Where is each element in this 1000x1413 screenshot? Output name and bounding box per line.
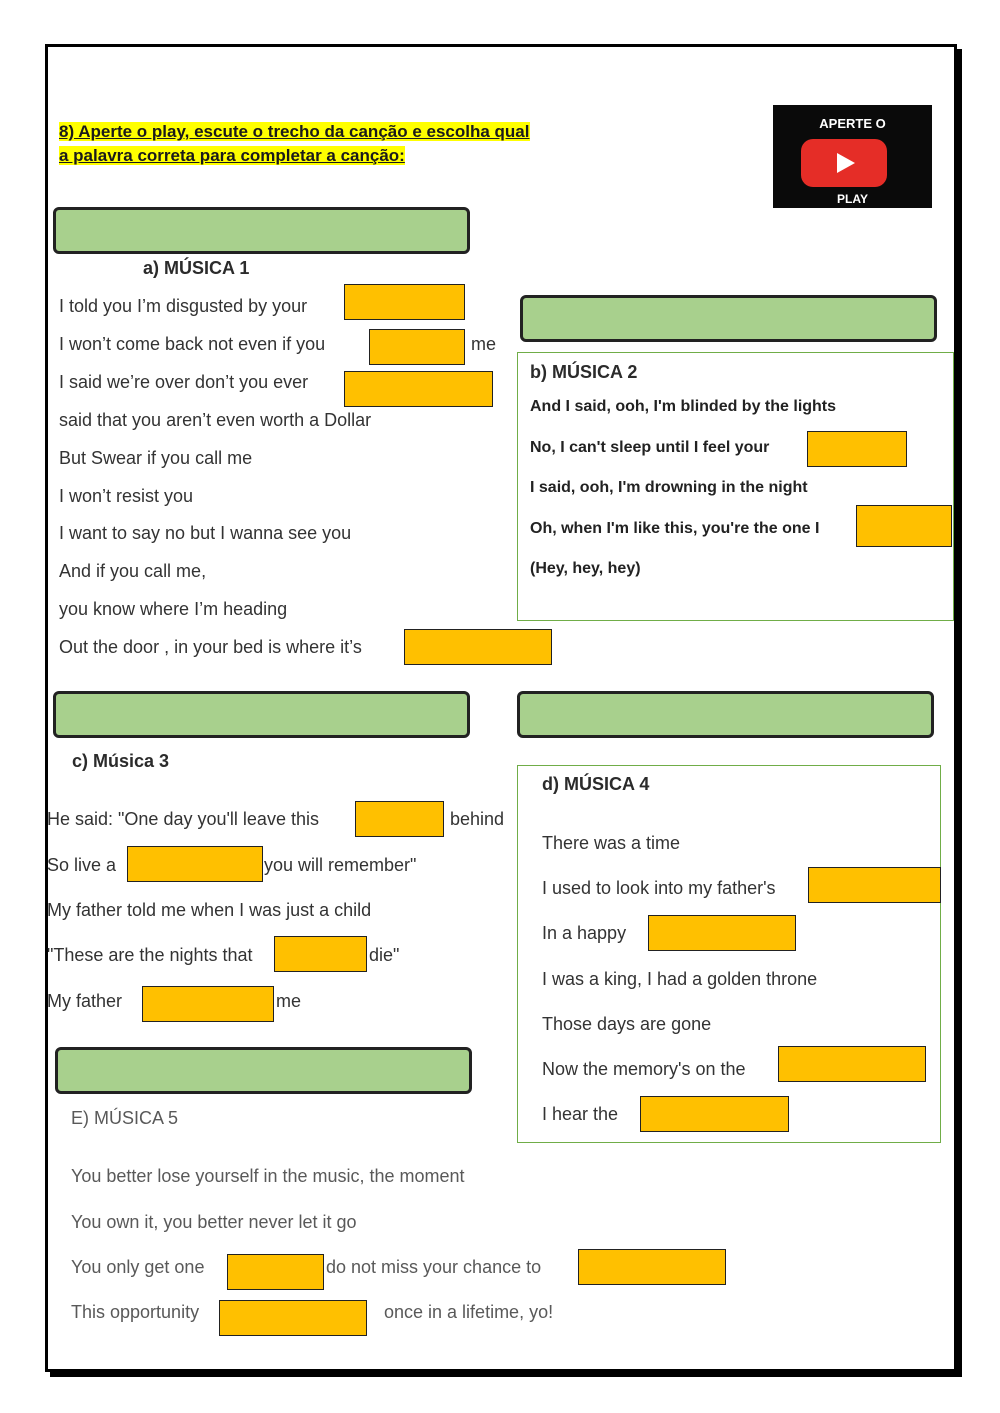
musica-1-line: me	[471, 334, 497, 354]
musica-1-line: you know where I’m heading	[59, 599, 288, 619]
blank-m4-4[interactable]	[640, 1096, 789, 1132]
musica-3-line: My father told me when I was just a child	[47, 900, 372, 920]
blank-m3-1[interactable]	[355, 801, 444, 837]
musica-1-line: said that you aren’t even worth a Dollar	[59, 410, 372, 430]
musica-3-line: He said: "One day you'll leave this	[47, 809, 319, 829]
answer-bar-musica-1[interactable]	[53, 207, 470, 254]
play-label-bottom: PLAY	[837, 192, 868, 206]
blank-m2-1[interactable]	[807, 431, 907, 467]
musica-3-line: "These are the nights that	[47, 945, 253, 965]
instruction	[59, 120, 530, 168]
blank-m5-3[interactable]	[219, 1300, 367, 1336]
answer-bar-musica-4[interactable]	[517, 691, 934, 738]
answer-bar-musica-5[interactable]	[55, 1047, 472, 1094]
musica-1-line: I told you I’m disgusted by your	[59, 296, 308, 316]
musica-3-title: c) Música 3	[72, 751, 170, 771]
blank-m1-3[interactable]	[344, 371, 493, 407]
musica-3-line: die"	[369, 945, 400, 965]
musica-4-line: In a happy	[542, 923, 627, 943]
answer-bar-musica-3[interactable]	[53, 691, 470, 738]
musica-4-line: Now the memory's on the	[542, 1059, 746, 1079]
musica-1-line: And if you call me,	[59, 561, 207, 581]
musica-1-line: But Swear if you call me	[59, 448, 253, 468]
musica-2-line: And I said, ooh, I'm blinded by the lights	[530, 398, 837, 415]
blank-m4-2[interactable]	[648, 915, 796, 951]
musica-5-line: You only get one	[71, 1257, 205, 1277]
blank-m3-2[interactable]	[127, 846, 263, 882]
musica-3-line: behind	[450, 809, 505, 829]
musica-3-line: me	[276, 991, 302, 1011]
blank-m2-2[interactable]	[856, 505, 952, 547]
musica-5-line: You own it, you better never let it go	[71, 1212, 357, 1232]
instruction-line-2: a palavra correta para completar a canção:	[59, 146, 405, 165]
musica-4-box	[517, 765, 941, 1143]
musica-4-line: I was a king, I had a golden throne	[542, 969, 818, 989]
musica-3-line: So live a	[47, 855, 117, 875]
musica-2-line: I said, ooh, I'm drowning in the night	[530, 479, 808, 496]
musica-1-line: I won’t resist you	[59, 486, 194, 506]
musica-1-title: a) MÚSICA 1	[143, 258, 250, 278]
musica-4-line: I hear the	[542, 1104, 619, 1124]
musica-5-line: do not miss your chance to	[326, 1257, 542, 1277]
musica-4-title: d) MÚSICA 4	[542, 774, 650, 794]
blank-m4-1[interactable]	[808, 867, 941, 903]
musica-1-line: I said we’re over don’t you ever	[59, 372, 309, 392]
blank-m1-2[interactable]	[369, 329, 465, 365]
answer-bar-musica-2[interactable]	[520, 295, 937, 342]
blank-m4-3[interactable]	[778, 1046, 926, 1082]
musica-5-title: E) MÚSICA 5	[71, 1108, 179, 1128]
musica-4-line: There was a time	[542, 833, 681, 853]
musica-1-line: I want to say no but I wanna see you	[59, 523, 352, 543]
musica-3-line: My father	[47, 991, 123, 1011]
musica-4-line: Those days are gone	[542, 1014, 712, 1034]
blank-m3-3[interactable]	[274, 936, 367, 972]
musica-2-line: Oh, when I'm like this, you're the one I	[530, 520, 820, 537]
musica-1-line: I won’t come back not even if you	[59, 334, 326, 354]
play-icon	[801, 139, 887, 187]
blank-m3-4[interactable]	[142, 986, 274, 1022]
musica-2-line: No, I can't sleep until I feel your	[530, 439, 770, 456]
blank-m5-2[interactable]	[578, 1249, 726, 1285]
musica-5-line: once in a lifetime, yo!	[384, 1302, 554, 1322]
instruction-line-1: 8) Aperte o play, escute o trecho da canção e escolha qual	[59, 122, 530, 141]
musica-3-line: you will remember"	[264, 855, 417, 875]
musica-5-line: This opportunity	[71, 1302, 200, 1322]
musica-1-line: Out the door , in your bed is where it’s	[59, 637, 362, 657]
play-button[interactable]	[773, 105, 932, 208]
blank-m5-1[interactable]	[227, 1254, 324, 1290]
musica-5-line: You better lose yourself in the music, the moment	[71, 1166, 465, 1186]
musica-4-line: I used to look into my father's	[542, 878, 776, 898]
blank-m1-1[interactable]	[344, 284, 465, 320]
musica-2-title: b) MÚSICA 2	[530, 362, 638, 382]
play-label-top: APERTE O	[819, 116, 886, 131]
blank-m1-4[interactable]	[404, 629, 552, 665]
musica-2-line: (Hey, hey, hey)	[530, 560, 641, 577]
